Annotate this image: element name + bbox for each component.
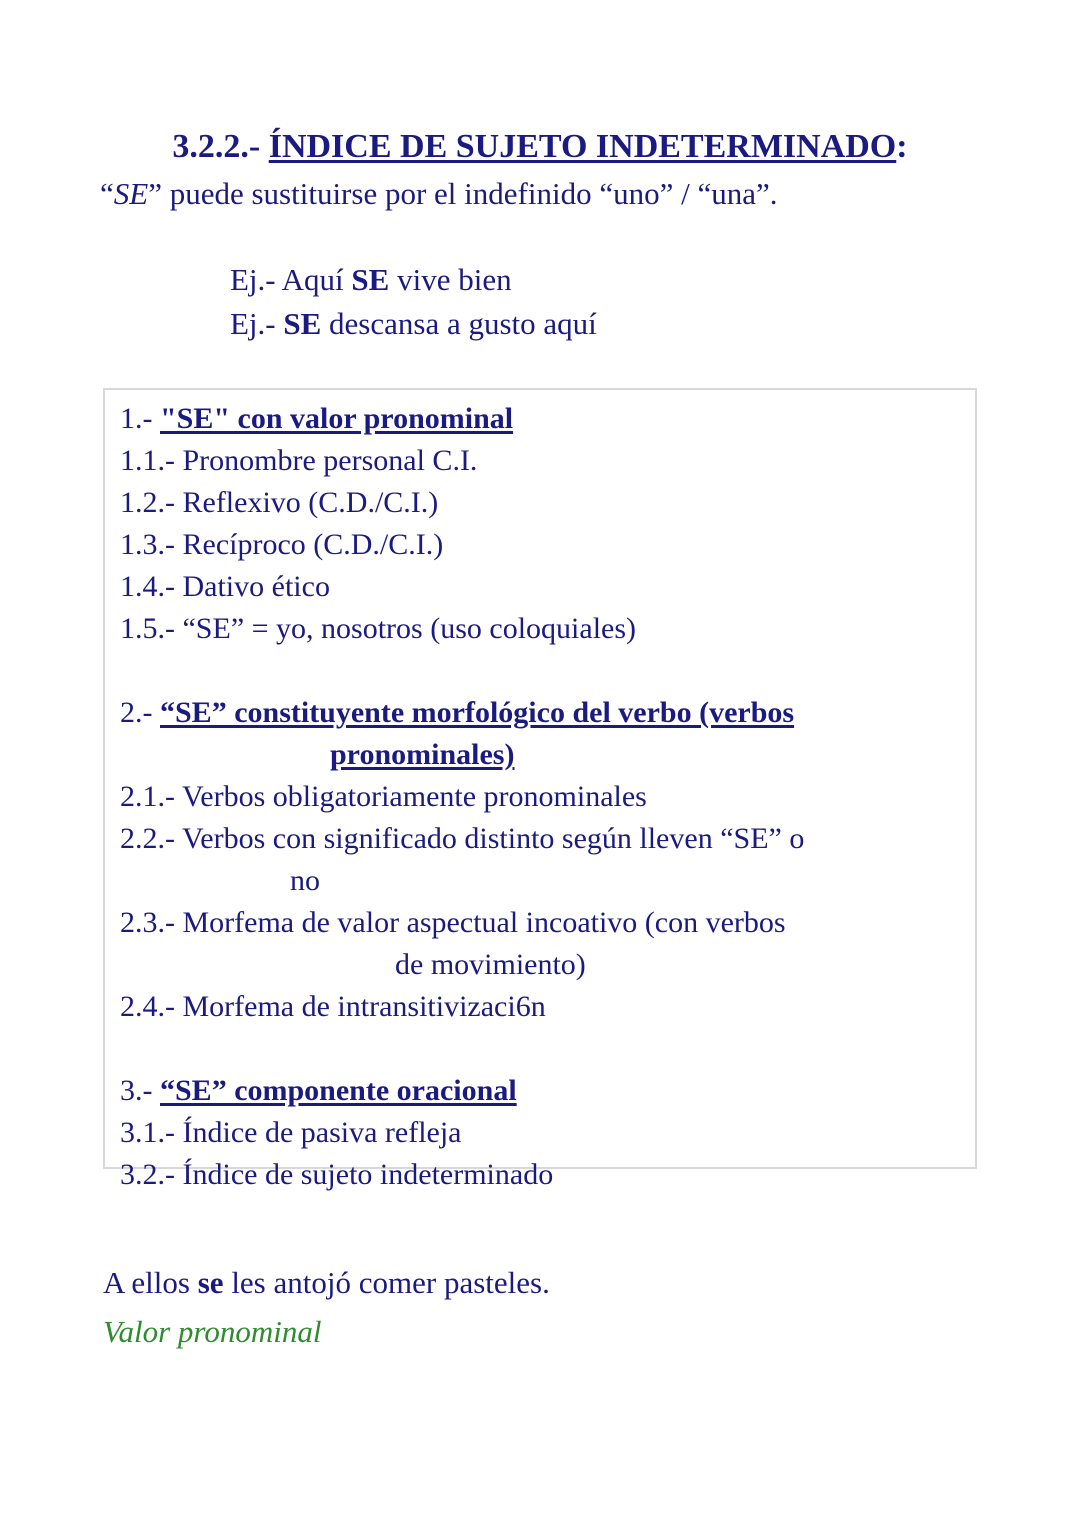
subtitle-sentence xyxy=(100,176,777,212)
outline-line xyxy=(120,482,975,524)
page-title xyxy=(0,128,1080,166)
closing-post: les antojó comer pasteles. xyxy=(223,1265,550,1300)
examples xyxy=(230,258,597,346)
outline-heading-text: pronominales) xyxy=(330,738,515,771)
outline-text: 2.4.- Morfema de intransitivizaci6n xyxy=(120,990,546,1023)
outline-text: no xyxy=(290,864,320,897)
outline-line xyxy=(120,566,975,608)
example-line: Ej.- SE descansa a gusto aquí xyxy=(230,306,597,341)
outline-line xyxy=(120,734,975,776)
outline-blank-line xyxy=(120,650,975,692)
value-annotation: Valor pronominal xyxy=(103,1314,322,1349)
outline-text: 3.- xyxy=(120,1074,160,1107)
outline-heading-text: “SE” constituyente morfológico del verbo (verbos xyxy=(160,696,795,729)
outline-text: 2.2.- Verbos con significado distinto según lleven “SE” o xyxy=(120,822,805,855)
outline-text: 2.- xyxy=(120,696,160,729)
title-underlined-text: ÍNDICE DE SUJETO INDETERMINADO xyxy=(268,128,897,165)
outline-clipped-line xyxy=(120,1154,975,1191)
outline-text: de movimiento) xyxy=(395,948,586,981)
outline-text: 2.3.- Morfema de valor aspectual incoativo (con verbos xyxy=(120,906,786,939)
outline-line xyxy=(120,944,975,986)
outline-text: 1.4.- Dativo ético xyxy=(120,570,330,603)
outline-line xyxy=(120,986,975,1028)
outline-text: 2.1.- Verbos obligatoriamente pronominales xyxy=(120,780,647,813)
outline-text: 1.1.- Pronombre personal C.I. xyxy=(120,444,478,477)
closing-bold-se: se xyxy=(197,1265,224,1300)
outline-line xyxy=(120,608,975,650)
outline-line xyxy=(120,692,975,734)
example-line: Ej.- Aquí SE vive bien xyxy=(230,262,512,297)
outline-line xyxy=(120,398,975,440)
outline-line xyxy=(120,440,975,482)
subtitle-se-italic: SE xyxy=(113,176,149,211)
outline-text: 3.2.- Índice de sujeto indeterminado xyxy=(120,1158,554,1191)
outline-text: 3.1.- Índice de pasiva refleja xyxy=(120,1116,462,1149)
title-colon: : xyxy=(896,128,908,165)
outline-line xyxy=(120,1070,975,1112)
outline-blank-line xyxy=(120,1028,975,1070)
closing-pre: A ellos xyxy=(103,1265,198,1300)
outline-line xyxy=(120,902,975,944)
outline-text: 1.- xyxy=(120,402,160,435)
title-section-number: 3.2.2.- xyxy=(172,128,269,165)
outline-box xyxy=(103,388,977,1191)
outline-text: 1.3.- Recíproco (C.D./C.I.) xyxy=(120,528,444,561)
subtitle-open-quote: “ xyxy=(100,176,114,211)
outline-line xyxy=(120,860,975,902)
subtitle-rest: ” puede sustituirse por el indefinido “uno” / “una”. xyxy=(148,176,778,211)
outline-line xyxy=(120,818,975,860)
outline-heading-text: "SE" con valor pronominal xyxy=(160,402,514,435)
outline-text: 1.2.- Reflexivo (C.D./C.I.) xyxy=(120,486,439,519)
outline-line xyxy=(120,524,975,566)
outline-line xyxy=(120,1112,975,1154)
outline-text: 1.5.- “SE” = yo, nosotros (uso coloquiales) xyxy=(120,612,637,645)
outline-heading-text: “SE” componente oracional xyxy=(160,1074,517,1107)
closing-block xyxy=(103,1258,550,1356)
example-bold-se: SE xyxy=(283,306,322,341)
outline-line xyxy=(120,776,975,818)
closing-sentence xyxy=(103,1258,550,1307)
example-bold-se: SE xyxy=(351,262,390,297)
